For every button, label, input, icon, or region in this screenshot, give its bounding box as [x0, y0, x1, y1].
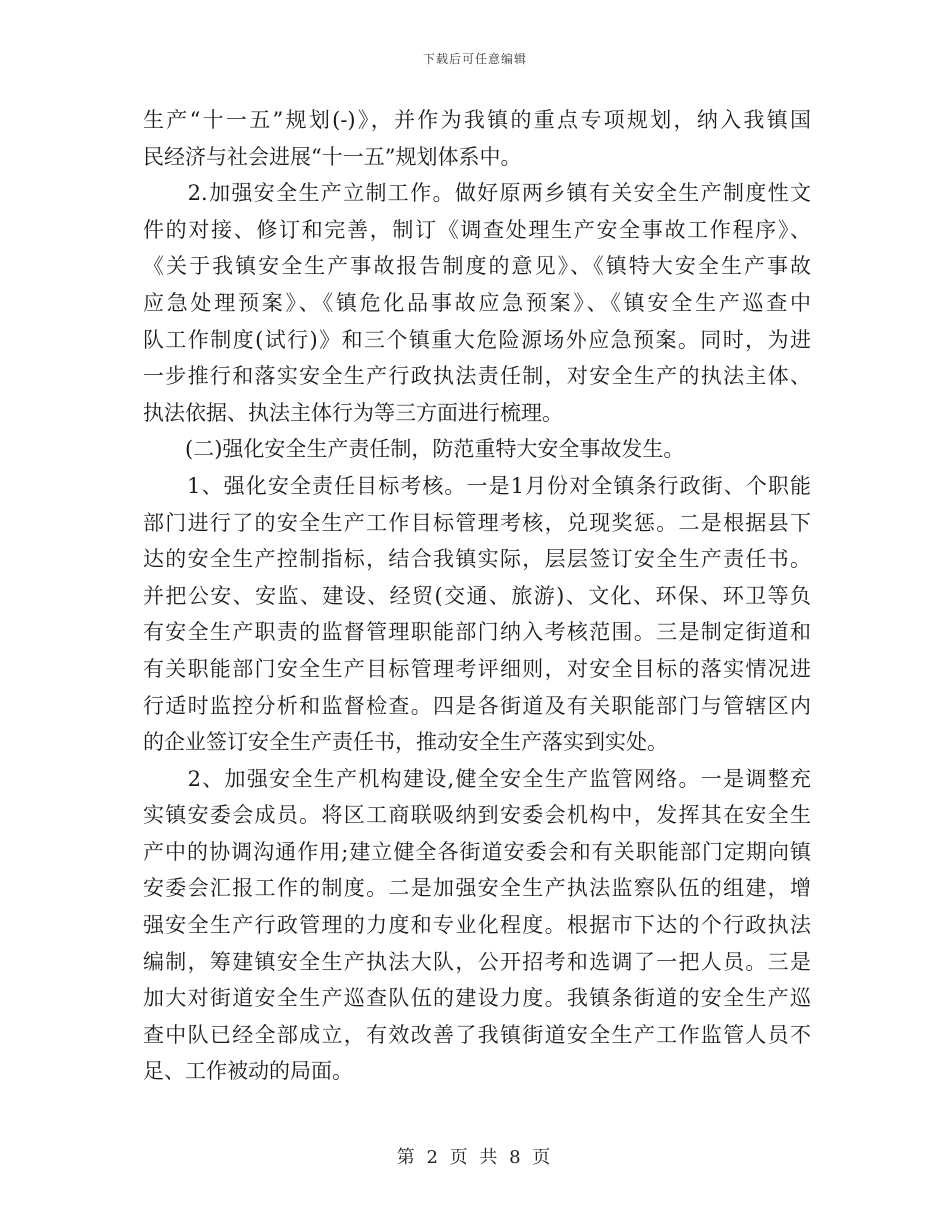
body-line: 2.加强安全生产立制工作。做好原两乡镇有关安全生产制度性文 — [143, 181, 811, 206]
body-line: 实镇安委会成员。将区工商联吸纳到安委会机构中，发挥其在安全生 — [143, 803, 811, 828]
body-line: 的企业签订安全生产责任书，推动安全生产落实到实处。 — [143, 730, 668, 755]
body-line: 执法依据、执法主体行为等三方面进行梳理。 — [143, 400, 563, 425]
document-body — [143, 102, 811, 1090]
body-line: 件的对接、修订和完善，制订《调查处理生产安全事故工作程序》、 — [143, 217, 811, 242]
body-line: 达的安全生产控制指标，结合我镇实际，层层签订安全生产责任书。 — [143, 547, 811, 572]
body-line: 产中的协调沟通作用;建立健全各街道安委会和有关职能部门定期向镇 — [143, 839, 811, 864]
body-line: 应急处理预案》、《镇危化品事故应急预案》、《镇安全生产巡查中 — [143, 290, 811, 315]
body-line: 安委会汇报工作的制度。二是加强安全生产执法监察队伍的组建，增 — [143, 876, 811, 901]
body-line: 民经济与社会进展“十一五”规划体系中。 — [143, 144, 522, 169]
body-line: 加大对街道安全生产巡查队伍的建设力度。我镇条街道的安全生产巡 — [143, 986, 811, 1011]
body-line: 行适时监控分析和监督检查。四是各街道及有关职能部门与管辖区内 — [143, 693, 811, 718]
body-line: 部门进行了的安全生产工作目标管理考核，兑现奖惩。二是根据县下 — [143, 510, 811, 535]
body-line: 一步推行和落实安全生产行政执法责任制，对安全生产的执法主体、 — [143, 364, 811, 389]
body-line: 强安全生产行政管理的力度和专业化程度。根据市下达的个行政执法 — [143, 913, 811, 938]
page-number: 第 2 页 共 8 页 — [396, 1147, 554, 1168]
body-line: 编制，筹建镇安全生产执法大队，公开招考和选调了一把人员。三是 — [143, 949, 811, 974]
header-note: 下载后可任意编辑 — [422, 52, 527, 66]
body-line: 有安全生产职责的监督管理职能部门纳入考核范围。三是制定街道和 — [143, 620, 811, 645]
body-line: 1、强化安全责任目标考核。一是1月份对全镇条行政街、个职能 — [143, 473, 811, 498]
body-line: 《关于我镇安全生产事故报告制度的意见》、《镇特大安全生产事故 — [143, 254, 811, 279]
body-line: 生产“十一五”规划(-)》，并作为我镇的重点专项规划，纳入我镇国 — [143, 108, 811, 132]
section-heading: (二)强化安全生产责任制，防范重特大安全事故发生。 — [143, 437, 685, 462]
body-line: 2、加强安全生产机构建设,健全安全生产监管网络。一是调整充 — [143, 766, 811, 791]
body-line: 队工作制度(试行)》和三个镇重大危险源场外应急预案。同时，为进 — [143, 327, 811, 352]
body-line: 查中队已经全部成立，有效改善了我镇街道安全生产工作监管人员不 — [143, 1022, 811, 1047]
body-line: 并把公安、安监、建设、经贸(交通、旅游)、文化、环保、环卫等负 — [143, 583, 811, 608]
body-line: 有关职能部门安全生产目标管理考评细则，对安全目标的落实情况进 — [143, 656, 811, 681]
body-line: 足、工作被动的局面。 — [143, 1059, 353, 1084]
